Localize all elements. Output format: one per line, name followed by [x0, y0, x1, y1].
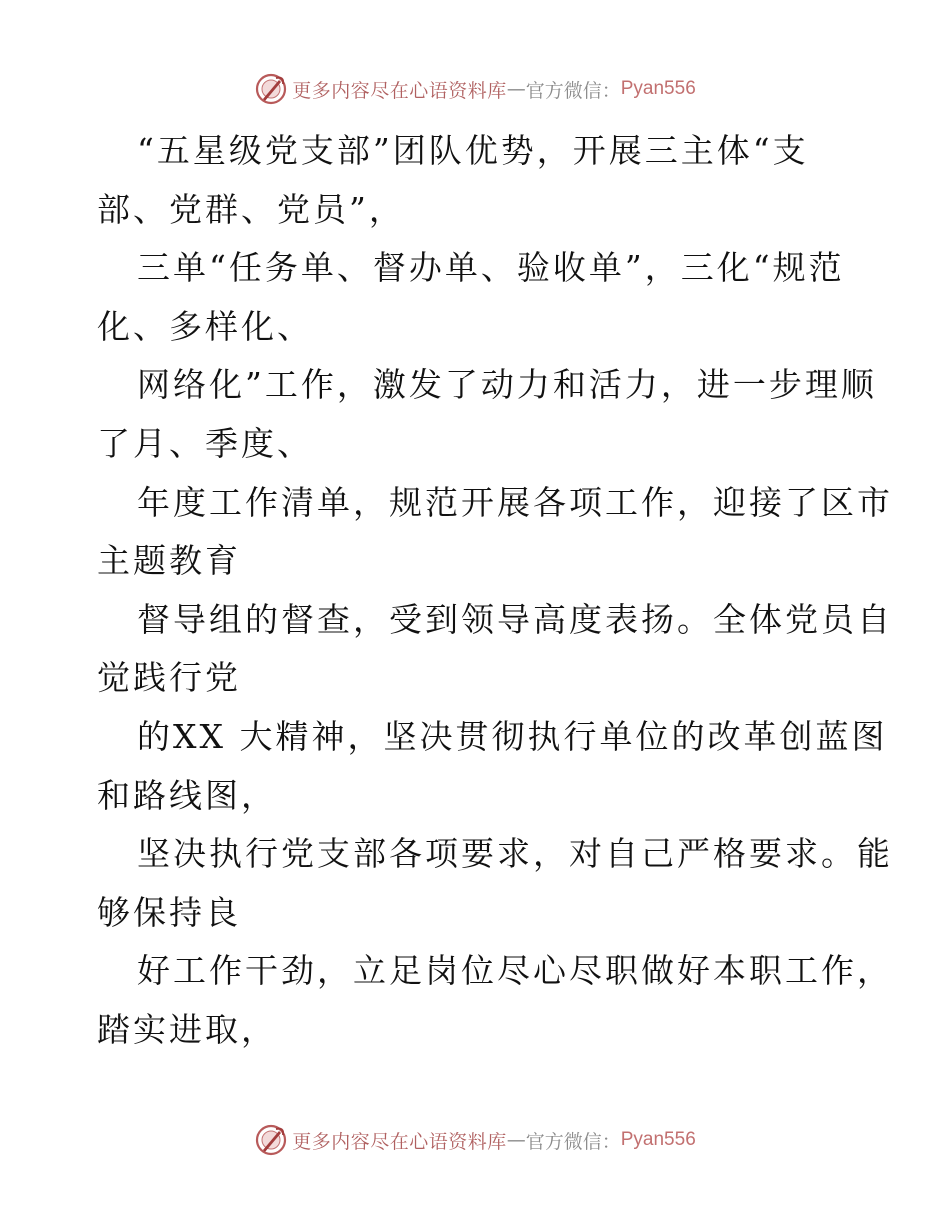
paragraph-line: 三单“任务单、督办单、验收单”，三化“规范: [137, 248, 845, 288]
banner-label: 官方微信：: [525, 1130, 621, 1153]
paragraph-line: 坚决执行党支部各项要求，对自己严格要求。能: [137, 834, 893, 874]
footer-watermark-banner: [0, 1123, 950, 1157]
paragraph-line: 觉践行党: [97, 658, 241, 698]
quill-pen-logo-icon: [254, 72, 288, 106]
document-body: [97, 122, 893, 1060]
paragraph: [97, 356, 877, 473]
paragraph-line: 主题教育: [97, 541, 241, 581]
paragraph-line: 的XX 大精神，坚决贯彻执行单位的改革创蓝图: [137, 716, 888, 756]
paragraph-line: 了月、季度、: [97, 423, 313, 463]
paragraph-line: 网络化”工作，激发了动力和活力，进一步理顺: [137, 365, 877, 405]
paragraph-line: 好工作干劲，立足岗位尽心尽职做好本职工作，: [137, 951, 893, 991]
banner-text: 更多内容尽在心语资料库: [292, 79, 507, 102]
banner-label: 官方微信：: [525, 79, 621, 102]
paragraph-line: 部、党群、党员”，: [97, 189, 405, 229]
banner-text: 更多内容尽在心语资料库: [292, 1130, 507, 1153]
paragraph-line: 年度工作清单，规范开展各项工作，迎接了区市: [137, 482, 893, 522]
paragraph-line: 踏实进取，: [97, 1009, 277, 1049]
banner-id: Pyan556: [620, 1129, 696, 1150]
banner-id: Pyan556: [620, 78, 696, 99]
paragraph: [97, 239, 857, 356]
paragraph: [97, 122, 857, 239]
paragraph: [97, 942, 893, 1059]
paragraph: [97, 591, 893, 708]
paragraph-line: 化、多样化、: [97, 306, 313, 346]
paragraph-line: 督导组的督查，受到领导高度表扬。全体党员自: [137, 599, 893, 639]
banner-separator: —: [506, 1129, 526, 1151]
header-watermark-banner: [0, 72, 950, 106]
paragraph-line: 够保持良: [97, 892, 241, 932]
quill-pen-logo-icon: [254, 1123, 288, 1157]
banner-separator: —: [506, 78, 526, 100]
paragraph: [97, 825, 893, 942]
paragraph-line: “五星级党支部”团队优势，开展三主体“支: [137, 131, 809, 170]
paragraph: [97, 474, 893, 591]
paragraph: [97, 708, 888, 825]
paragraph-line: 和路线图，: [97, 775, 277, 815]
